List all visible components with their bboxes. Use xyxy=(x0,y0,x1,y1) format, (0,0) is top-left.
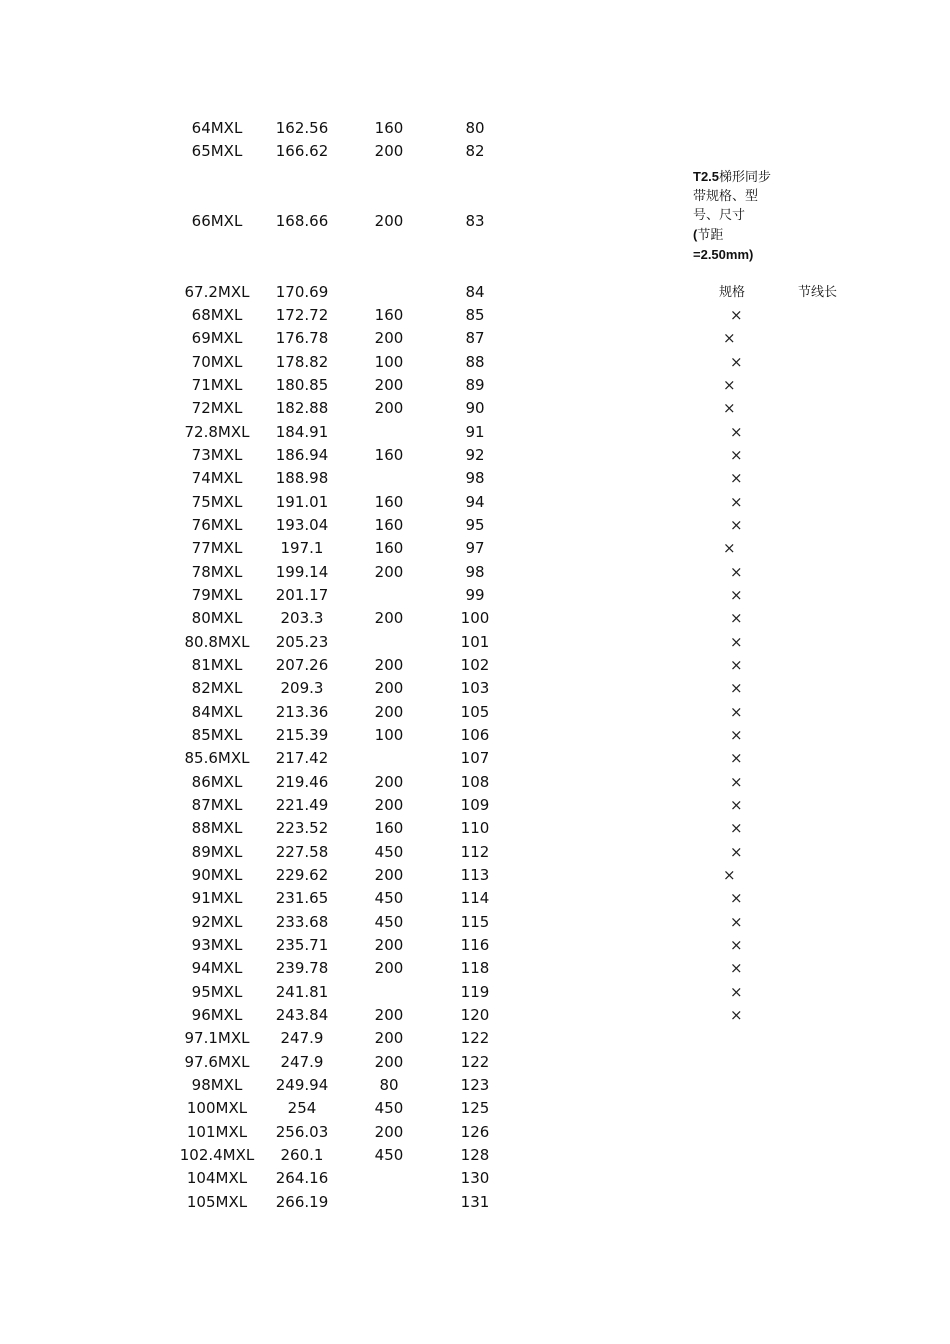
teeth-cell: 102 xyxy=(460,656,490,674)
table-row xyxy=(0,1074,950,1097)
table-row xyxy=(0,117,950,140)
width-cell: 200 xyxy=(374,773,404,791)
table-row xyxy=(0,1144,950,1167)
model-cell: 68MXL xyxy=(191,306,243,324)
table-row xyxy=(0,724,950,747)
pitch-length-cell: 166.62 xyxy=(275,142,329,160)
table-row xyxy=(0,327,950,350)
table-row xyxy=(0,1097,950,1120)
width-cell: 200 xyxy=(374,1029,404,1047)
model-cell: 85MXL xyxy=(191,726,243,744)
table-row xyxy=(0,304,950,327)
width-cell: 450 xyxy=(374,913,404,931)
table-row xyxy=(0,351,950,374)
cross-mark-icon: × xyxy=(730,843,743,861)
teeth-cell: 83 xyxy=(465,212,485,230)
pitch-length-cell: 186.94 xyxy=(275,446,329,464)
model-cell: 78MXL xyxy=(191,563,243,581)
cross-mark-icon: × xyxy=(730,516,743,534)
model-cell: 94MXL xyxy=(191,959,243,977)
cross-mark-icon: × xyxy=(730,493,743,511)
pitch-length-cell: 221.49 xyxy=(275,796,329,814)
model-cell: 72.8MXL xyxy=(184,423,250,441)
model-cell: 92MXL xyxy=(191,913,243,931)
table-row xyxy=(0,887,950,910)
teeth-cell: 112 xyxy=(460,843,490,861)
teeth-cell: 107 xyxy=(460,749,490,767)
teeth-cell: 99 xyxy=(465,586,485,604)
width-cell: 200 xyxy=(374,703,404,721)
pitch-length-cell: 219.46 xyxy=(275,773,329,791)
pitch-length-cell: 235.71 xyxy=(275,936,329,954)
teeth-cell: 103 xyxy=(460,679,490,697)
title-bold-prefix: T2.5 xyxy=(693,169,720,184)
teeth-cell: 84 xyxy=(465,283,485,301)
table-row xyxy=(0,421,950,444)
table-row xyxy=(0,561,950,584)
pitch-length-cell: 227.58 xyxy=(275,843,329,861)
header-spec: 规格 xyxy=(719,285,746,300)
width-cell: 160 xyxy=(374,539,404,557)
model-cell: 80MXL xyxy=(191,609,243,627)
pitch-length-cell: 203.3 xyxy=(280,609,324,627)
model-cell: 71MXL xyxy=(191,376,243,394)
cross-mark-icon: × xyxy=(730,469,743,487)
cross-mark-icon: × xyxy=(730,679,743,697)
cross-mark-icon: × xyxy=(730,1006,743,1024)
teeth-cell: 98 xyxy=(465,563,485,581)
table-row xyxy=(0,911,950,934)
width-cell: 80 xyxy=(379,1076,399,1094)
teeth-cell: 108 xyxy=(460,773,490,791)
teeth-cell: 125 xyxy=(460,1099,490,1117)
title-text: 梯形同步带规格、型号、尺寸 xyxy=(693,170,772,223)
teeth-cell: 91 xyxy=(465,423,485,441)
model-cell: 79MXL xyxy=(191,586,243,604)
table-row xyxy=(0,677,950,700)
header-pitch-length: 节线长 xyxy=(798,285,838,300)
pitch-length-cell: 207.26 xyxy=(275,656,329,674)
pitch-length-cell: 260.1 xyxy=(280,1146,324,1164)
model-cell: 85.6MXL xyxy=(184,749,250,767)
pitch-length-cell: 215.39 xyxy=(275,726,329,744)
pitch-length-cell: 266.19 xyxy=(275,1193,329,1211)
width-cell: 160 xyxy=(374,446,404,464)
cross-mark-icon: × xyxy=(730,656,743,674)
pitch-length-cell: 170.69 xyxy=(275,283,329,301)
teeth-cell: 113 xyxy=(460,866,490,884)
model-cell: 69MXL xyxy=(191,329,243,347)
width-cell: 200 xyxy=(374,866,404,884)
cross-mark-icon: × xyxy=(723,866,736,884)
teeth-cell: 115 xyxy=(460,913,490,931)
cross-mark-icon: × xyxy=(730,959,743,977)
model-cell: 80.8MXL xyxy=(184,633,250,651)
width-cell: 200 xyxy=(374,796,404,814)
pitch-length-cell: 162.56 xyxy=(275,119,329,137)
cross-mark-icon: × xyxy=(723,539,736,557)
teeth-cell: 122 xyxy=(460,1029,490,1047)
teeth-cell: 106 xyxy=(460,726,490,744)
width-cell: 450 xyxy=(374,1099,404,1117)
cross-mark-icon: × xyxy=(730,703,743,721)
teeth-cell: 109 xyxy=(460,796,490,814)
teeth-cell: 120 xyxy=(460,1006,490,1024)
width-cell: 200 xyxy=(374,679,404,697)
width-cell: 200 xyxy=(374,1053,404,1071)
model-cell: 105MXL xyxy=(186,1193,248,1211)
width-cell: 200 xyxy=(374,399,404,417)
table-row xyxy=(0,374,950,397)
table-row xyxy=(0,1191,950,1214)
pitch-length-cell: 249.94 xyxy=(275,1076,329,1094)
pitch-length-cell: 243.84 xyxy=(275,1006,329,1024)
width-cell: 200 xyxy=(374,959,404,977)
teeth-cell: 98 xyxy=(465,469,485,487)
cross-mark-icon: × xyxy=(730,796,743,814)
pitch-length-cell: 209.3 xyxy=(280,679,324,697)
width-cell: 450 xyxy=(374,1146,404,1164)
teeth-cell: 130 xyxy=(460,1169,490,1187)
model-cell: 95MXL xyxy=(191,983,243,1001)
table-row xyxy=(0,210,950,233)
table-row xyxy=(0,841,950,864)
teeth-cell: 105 xyxy=(460,703,490,721)
table-title xyxy=(693,167,773,265)
teeth-cell: 110 xyxy=(460,819,490,837)
model-cell: 100MXL xyxy=(186,1099,248,1117)
width-cell: 160 xyxy=(374,493,404,511)
pitch-length-cell: 180.85 xyxy=(275,376,329,394)
teeth-cell: 87 xyxy=(465,329,485,347)
table-row xyxy=(0,537,950,560)
model-cell: 72MXL xyxy=(191,399,243,417)
cross-mark-icon: × xyxy=(723,399,736,417)
teeth-cell: 123 xyxy=(460,1076,490,1094)
pitch-length-cell: 176.78 xyxy=(275,329,329,347)
table-row xyxy=(0,1027,950,1050)
cross-mark-icon: × xyxy=(730,773,743,791)
width-cell: 160 xyxy=(374,306,404,324)
teeth-cell: 100 xyxy=(460,609,490,627)
model-cell: 90MXL xyxy=(191,866,243,884)
teeth-cell: 90 xyxy=(465,399,485,417)
pitch-length-cell: 241.81 xyxy=(275,983,329,1001)
width-cell: 200 xyxy=(374,656,404,674)
pitch-length-cell: 199.14 xyxy=(275,563,329,581)
model-cell: 87MXL xyxy=(191,796,243,814)
width-cell: 160 xyxy=(374,119,404,137)
table-row xyxy=(0,771,950,794)
pitch-length-cell: 217.42 xyxy=(275,749,329,767)
teeth-cell: 119 xyxy=(460,983,490,1001)
pitch-length-cell: 191.01 xyxy=(275,493,329,511)
teeth-cell: 114 xyxy=(460,889,490,907)
title-pitch-value: =2.50mm) xyxy=(693,247,754,262)
width-cell: 200 xyxy=(374,329,404,347)
table-row xyxy=(0,491,950,514)
table-row xyxy=(0,1167,950,1190)
table-row xyxy=(0,981,950,1004)
pitch-length-cell: 223.52 xyxy=(275,819,329,837)
teeth-cell: 85 xyxy=(465,306,485,324)
model-cell: 65MXL xyxy=(191,142,243,160)
model-cell: 82MXL xyxy=(191,679,243,697)
cross-mark-icon: × xyxy=(730,936,743,954)
teeth-cell: 128 xyxy=(460,1146,490,1164)
model-cell: 75MXL xyxy=(191,493,243,511)
table-row xyxy=(0,140,950,163)
cross-mark-icon: × xyxy=(730,749,743,767)
table-row xyxy=(0,957,950,980)
table-row xyxy=(0,1004,950,1027)
model-cell: 104MXL xyxy=(186,1169,248,1187)
width-cell: 200 xyxy=(374,936,404,954)
pitch-length-cell: 172.72 xyxy=(275,306,329,324)
width-cell: 200 xyxy=(374,212,404,230)
cross-mark-icon: × xyxy=(730,913,743,931)
teeth-cell: 95 xyxy=(465,516,485,534)
teeth-cell: 118 xyxy=(460,959,490,977)
title-pitch-label: 节距 xyxy=(697,228,724,243)
width-cell: 200 xyxy=(374,1123,404,1141)
cross-mark-icon: × xyxy=(730,306,743,324)
table-row xyxy=(0,701,950,724)
model-cell: 88MXL xyxy=(191,819,243,837)
cross-mark-icon: × xyxy=(730,633,743,651)
teeth-cell: 122 xyxy=(460,1053,490,1071)
table-row xyxy=(0,1051,950,1074)
pitch-length-cell: 239.78 xyxy=(275,959,329,977)
width-cell: 100 xyxy=(374,726,404,744)
cross-mark-icon: × xyxy=(730,353,743,371)
model-cell: 70MXL xyxy=(191,353,243,371)
cross-mark-icon: × xyxy=(730,586,743,604)
pitch-length-cell: 264.16 xyxy=(275,1169,329,1187)
pitch-length-cell: 233.68 xyxy=(275,913,329,931)
model-cell: 76MXL xyxy=(191,516,243,534)
pitch-length-cell: 197.1 xyxy=(280,539,324,557)
pitch-length-cell: 184.91 xyxy=(275,423,329,441)
width-cell: 200 xyxy=(374,563,404,581)
model-cell: 64MXL xyxy=(191,119,243,137)
cross-mark-icon: × xyxy=(730,726,743,744)
teeth-cell: 82 xyxy=(465,142,485,160)
width-cell: 160 xyxy=(374,819,404,837)
model-cell: 102.4MXL xyxy=(179,1146,255,1164)
pitch-length-cell: 201.17 xyxy=(275,586,329,604)
pitch-length-cell: 247.9 xyxy=(280,1053,324,1071)
model-cell: 86MXL xyxy=(191,773,243,791)
width-cell: 200 xyxy=(374,142,404,160)
title-paren: ( xyxy=(693,227,698,242)
width-cell: 200 xyxy=(374,376,404,394)
pitch-length-cell: 205.23 xyxy=(275,633,329,651)
pitch-length-cell: 254 xyxy=(287,1099,317,1117)
table-row xyxy=(0,864,950,887)
pitch-length-cell: 168.66 xyxy=(275,212,329,230)
width-cell: 160 xyxy=(374,516,404,534)
model-cell: 96MXL xyxy=(191,1006,243,1024)
model-cell: 101MXL xyxy=(186,1123,248,1141)
model-cell: 97.6MXL xyxy=(184,1053,250,1071)
model-cell: 84MXL xyxy=(191,703,243,721)
model-cell: 97.1MXL xyxy=(184,1029,250,1047)
model-cell: 89MXL xyxy=(191,843,243,861)
cross-mark-icon: × xyxy=(730,446,743,464)
pitch-length-cell: 231.65 xyxy=(275,889,329,907)
width-cell: 100 xyxy=(374,353,404,371)
cross-mark-icon: × xyxy=(730,819,743,837)
table-row xyxy=(0,397,950,420)
pitch-length-cell: 256.03 xyxy=(275,1123,329,1141)
model-cell: 91MXL xyxy=(191,889,243,907)
model-cell: 77MXL xyxy=(191,539,243,557)
table-row xyxy=(0,794,950,817)
table-row xyxy=(0,934,950,957)
pitch-length-cell: 247.9 xyxy=(280,1029,324,1047)
pitch-length-cell: 182.88 xyxy=(275,399,329,417)
width-cell: 200 xyxy=(374,1006,404,1024)
cross-mark-icon: × xyxy=(730,609,743,627)
teeth-cell: 131 xyxy=(460,1193,490,1211)
table-row xyxy=(0,514,950,537)
teeth-cell: 88 xyxy=(465,353,485,371)
model-cell: 74MXL xyxy=(191,469,243,487)
model-cell: 81MXL xyxy=(191,656,243,674)
model-cell: 73MXL xyxy=(191,446,243,464)
pitch-length-cell: 213.36 xyxy=(275,703,329,721)
pitch-length-cell: 229.62 xyxy=(275,866,329,884)
table-row xyxy=(0,584,950,607)
table-row xyxy=(0,654,950,677)
teeth-cell: 116 xyxy=(460,936,490,954)
model-cell: 67.2MXL xyxy=(184,283,250,301)
table-row xyxy=(0,467,950,490)
cross-mark-icon: × xyxy=(730,423,743,441)
table-row xyxy=(0,444,950,467)
teeth-cell: 101 xyxy=(460,633,490,651)
pitch-length-cell: 188.98 xyxy=(275,469,329,487)
width-cell: 450 xyxy=(374,889,404,907)
teeth-cell: 92 xyxy=(465,446,485,464)
cross-mark-icon: × xyxy=(730,983,743,1001)
cross-mark-icon: × xyxy=(730,563,743,581)
teeth-cell: 126 xyxy=(460,1123,490,1141)
cross-mark-icon: × xyxy=(723,376,736,394)
model-cell: 93MXL xyxy=(191,936,243,954)
teeth-cell: 94 xyxy=(465,493,485,511)
teeth-cell: 89 xyxy=(465,376,485,394)
table-row xyxy=(0,607,950,630)
teeth-cell: 97 xyxy=(465,539,485,557)
model-cell: 98MXL xyxy=(191,1076,243,1094)
pitch-length-cell: 178.82 xyxy=(275,353,329,371)
cross-mark-icon: × xyxy=(730,889,743,907)
table-row xyxy=(0,817,950,840)
teeth-cell: 80 xyxy=(465,119,485,137)
width-cell: 200 xyxy=(374,609,404,627)
pitch-length-cell: 193.04 xyxy=(275,516,329,534)
cross-mark-icon: × xyxy=(723,329,736,347)
table-row xyxy=(0,1121,950,1144)
model-cell: 66MXL xyxy=(191,212,243,230)
table-row xyxy=(0,631,950,654)
table-row xyxy=(0,747,950,770)
width-cell: 450 xyxy=(374,843,404,861)
